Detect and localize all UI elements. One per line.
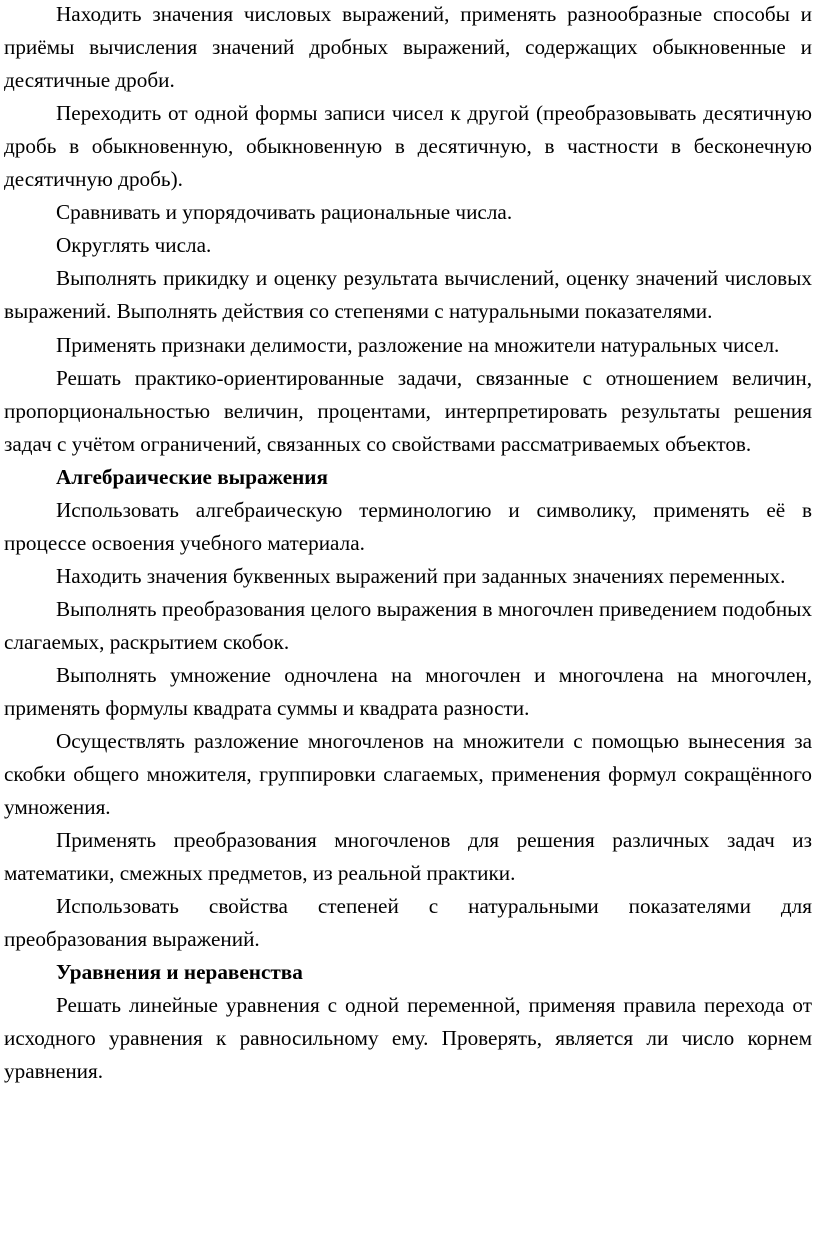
paragraph: Применять признаки делимости, разложение на множители натуральных чисел. xyxy=(56,332,780,357)
paragraph: Применять преобразования многочленов для решения различных задач из математики, смежных предметов, из реальной практики. xyxy=(4,828,812,886)
paragraph: Решать практико-ориентированные задачи, связанные с отношением величин, пропорциональностью величин, процентами, интерпретировать результаты решения задач с учётом ограничений, связанных со свойствами рассматриваемых объектов. xyxy=(4,365,812,456)
paragraph: Выполнять прикидку и оценку результата вычислений, оценку значений числовых выражений. Выполнять действия со степенями с натуральными показателями. xyxy=(4,266,812,324)
paragraph: Находить значения числовых выражений, применять разнообразные способы и приёмы вычисления значений дробных выражений, содержащих обыкновенные и десятичные дроби. xyxy=(4,2,812,92)
section-heading-equations-inequalities: Уравнения и неравенства xyxy=(56,960,303,985)
paragraph: Переходить от одной формы записи чисел к другой (преобразовывать десятичную дробь в обыкновенную, обыкновенную в десятичную, в частности в бесконечную десятичную дробь). xyxy=(4,101,812,191)
paragraph: Сравнивать и упорядочивать рациональные числа. xyxy=(56,200,513,225)
paragraph: Находить значения буквенных выражений при заданных значениях переменных. xyxy=(56,563,786,588)
paragraph: Осуществлять разложение многочленов на множители с помощью вынесения за скобки общего множителя, группировки слагаемых, применения формул сокращённого умножения. xyxy=(4,729,812,820)
document-page xyxy=(4,0,812,1088)
paragraph: Решать линейные уравнения с одной переменной, применяя правила перехода от исходного уравнения к равносильному ему. Проверять, является ли число корнем уравнения. xyxy=(4,993,812,1084)
paragraph: Использовать свойства степеней с натуральными показателями для преобразования выражений. xyxy=(4,894,812,952)
paragraph: Выполнять умножение одночлена на многочлен и многочлена на многочлен, применять формулы квадрата суммы и квадрата разности. xyxy=(4,663,812,720)
section-heading-algebraic-expressions: Алгебраические выражения xyxy=(56,464,328,489)
paragraph: Выполнять преобразования целого выражения в многочлен приведением подобных слагаемых, раскрытием скобок. xyxy=(4,596,812,654)
paragraph: Округлять числа. xyxy=(56,233,212,258)
paragraph: Использовать алгебраическую терминологию и символику, применять её в процессе освоения учебного материала. xyxy=(4,497,812,555)
